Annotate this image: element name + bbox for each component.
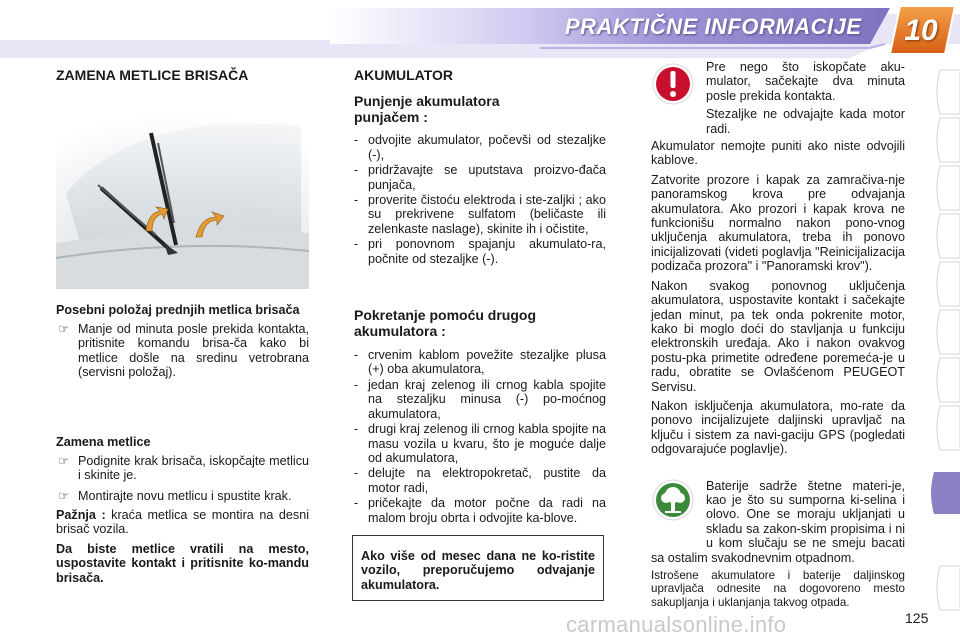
disposal-note: Istrošene akumulatore i baterije daljinskog upravljača odnesite na dogovoreno mesto sakupljanja i uklanjanja takvog otpada. xyxy=(651,569,905,609)
hand-pointer-icon: ☞ xyxy=(58,321,70,336)
replace-blade-list xyxy=(56,454,309,503)
jump-start-title: Pokretanje pomoću drugog akumulatora : xyxy=(354,307,537,340)
list-item: ☞ Manje od minuta posle prekida kontakta, pritisnite komandu brisa-ča kako bi metlice došle na sredinu vetrobrana (servisni položaj). xyxy=(58,321,309,380)
special-position-title: Posebni položaj prednjih metlica brisača xyxy=(56,303,300,318)
storage-notice-box: Ako više od mesec dana ne ko-ristite vozilo, preporučujemo odvajanje akumulatora. xyxy=(352,535,604,601)
paragraph: Nakon svakog ponovnog uključenja akumulatora, uspostavite kontakt i sačekajte jedan minut, pa tek onda pokrenite motor, kako bi moglo doći do stavljanja u funkciju elektronskih uređaja. Ako i nakon ovakvog postu-pka primetite određene poremeća-je u radu, obratite se Ovlašćenom PEUGEOT Servisu. xyxy=(651,278,905,394)
battery-heading: AKUMULATOR xyxy=(354,67,454,83)
paragraph: Akumulator nemojte puniti ako niste odvojili kablove. xyxy=(651,139,905,168)
wiper-section xyxy=(56,68,309,590)
page-header-title: PRAKTIČNE INFORMACIJE xyxy=(565,14,862,39)
list-item: - pričekajte da motor počne da radi na malom broju obrta i odvojite ka-blove. xyxy=(354,496,606,525)
list-item: ☞ Podignite krak brisača, iskopčajte metlicu i skinite je. xyxy=(58,453,309,483)
paragraph: Zatvorite prozore i kapak za zamračiva-nje panoramskog krova pre odvajanja akumulatora. Ako prozori i kapak krova ne funkcionišu normalno nakon pono-vnog uključenja akumulatora, treba ih ponovo inicijalizovati (videti poglavlja "Reinicijalizacija podizača prozora" i "Panoramski krov"). xyxy=(651,172,905,274)
restore-instruction: Da biste metlice vratili na mesto, uspostavite kontakt i pritisnite ko-mandu brisača. xyxy=(56,541,309,585)
page-number: 125 xyxy=(905,610,929,626)
battery-section xyxy=(354,68,606,526)
chapter-number-badge: 10 xyxy=(904,14,938,47)
list-item: - odvojite akumulator, počevši od stezaljke (-), xyxy=(354,133,606,162)
warning-text-2: Stezaljke ne odvajajte kada motor radi. xyxy=(706,107,905,136)
battery-notes xyxy=(651,60,905,614)
paragraph: Nakon isključenja akumulatora, mo-rate da ponovo incijalizujete daljinski upravljač na ključu i sistem za navi-gaciju GPS (pogledati odgovarajuće poglavlje). xyxy=(651,398,905,457)
jump-start-steps xyxy=(354,348,606,525)
replace-blade-title: Zamena metlice xyxy=(56,435,151,450)
watermark: carmanualsonline.info xyxy=(566,612,787,637)
list-item: ☞ Montirajte novu metlicu i spustite krak. xyxy=(58,488,292,503)
hand-pointer-icon: ☞ xyxy=(58,488,70,503)
wiper-heading: ZAMENA METLICE BRISAČA xyxy=(56,67,249,83)
hand-pointer-icon: ☞ xyxy=(58,453,70,468)
list-item: - delujte na elektropokretač, pustite da motor radi, xyxy=(354,466,606,495)
list-item: - pri ponovnom spajanju akumulato-ra, počnite od stezaljke (-). xyxy=(354,237,606,266)
environment-note: Baterije sadrže štetne materi-je, kao je što su sumporna ki-selina i olovo. One se moraju ukljanjati u skladu sa zakon-skim propisima i ni u kom slučaju se ne smeju bacati sa ostalim svakodnevnim otpadnom. xyxy=(651,478,905,565)
windshield-wiper-photo xyxy=(56,113,309,289)
list-item: - pridržavajte se uputstava proizvo-đača punjača, xyxy=(354,163,606,192)
charging-title: Punjenje akumulatora punjačem : xyxy=(354,93,500,126)
attention-note: Pažnja : kraća metlica se montira na desni brisač vozila. xyxy=(56,508,309,537)
list-item: - proverite čistoću elektroda i ste-zaljki ; ako su prekrivene sulfatom (beličaste ili zelenkaste naslage), skinite ih i očistite, xyxy=(354,193,606,236)
list-item: - jedan kraj zelenog ili crnog kabla spojite na stezaljku minusa (-) po-moćnog akumulatora, xyxy=(354,377,606,421)
list-item: - crvenim kablom povežite stezaljke plusa (+) oba akumulatora, xyxy=(354,348,606,377)
warning-text-1: Pre nego što iskopčate aku-mulator, sačekajte dva minuta posle prekida kontakta. xyxy=(706,60,905,103)
charging-steps xyxy=(354,133,606,266)
special-position-list xyxy=(56,322,309,380)
chapter-tabs xyxy=(928,62,960,622)
list-item: - drugi kraj zelenog ili crnog kabla spojite na masu vozila u kvaru, što je moguće dalje od akumulatora, xyxy=(354,422,606,465)
